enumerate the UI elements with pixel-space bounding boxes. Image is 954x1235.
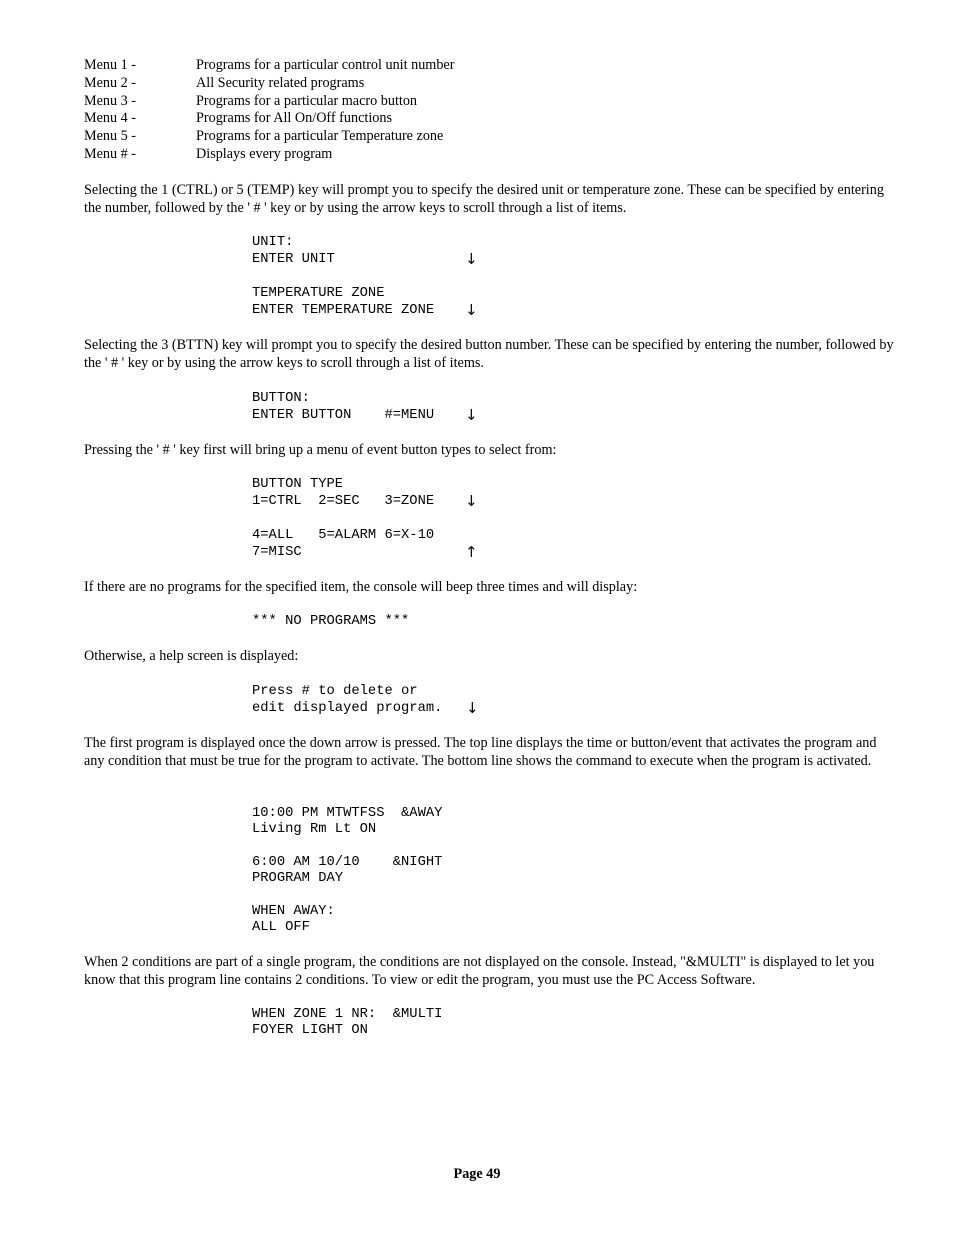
- console-screen-line: [252, 544, 492, 561]
- console-text: WHEN AWAY:: [252, 904, 335, 919]
- console-text: edit displayed program.: [252, 701, 443, 716]
- console-text: 4=ALL 5=ALARM 6=X-10: [252, 528, 435, 543]
- console-screen-line: [252, 407, 492, 424]
- console-screen-line: [252, 700, 492, 717]
- console-text: FOYER LIGHT ON: [252, 1023, 368, 1038]
- menu-key: Menu 2 -: [84, 75, 137, 91]
- body-paragraph: Selecting the 3 (BTTN) key will prompt you to specify the desired button number. These can be specified by entering the number, followed by the ' # ' key or by using the arrow keys to scroll through a list of items.: [84, 337, 894, 371]
- console-text: PROGRAM DAY: [252, 871, 344, 886]
- console-text: BUTTON TYPE: [252, 477, 344, 492]
- console-text: Press # to delete or: [252, 684, 418, 699]
- console-text: 1=CTRL 2=SEC 3=ZONE: [252, 494, 435, 509]
- console-text: ALL OFF: [252, 920, 310, 935]
- down-arrow-icon: ↓: [466, 699, 479, 717]
- console-screen-line: [252, 251, 492, 268]
- console-text: ENTER TEMPERATURE ZONE: [252, 303, 435, 318]
- down-arrow-icon: ↓: [465, 250, 478, 268]
- console-text: BUTTON:: [252, 391, 310, 406]
- body-paragraph: The first program is displayed once the down arrow is pressed. The top line displays the time or button/event that activates the program and any condition that must be true for the program to activate. The bottom line shows the command to execute when the program is activated.: [84, 735, 877, 769]
- down-arrow-icon: ↓: [465, 492, 478, 510]
- console-screen-line: [252, 1022, 492, 1039]
- console-screen-line: [252, 919, 492, 936]
- down-arrow-icon: ↓: [465, 301, 478, 319]
- console-screen-line: [252, 613, 492, 630]
- menu-description: Programs for a particular macro button: [196, 93, 418, 109]
- menu-description: Programs for a particular control unit number: [196, 57, 455, 73]
- console-screen-line: [252, 821, 492, 838]
- menu-description: Programs for a particular Temperature zone: [196, 128, 444, 144]
- console-text: Living Rm Lt ON: [252, 822, 377, 837]
- body-paragraph: Selecting the 1 (CTRL) or 5 (TEMP) key will prompt you to specify the desired unit or temperature zone. These can be specified by entering the number, followed by the ' # ' key or by using the arrow keys to scroll through a list of items.: [84, 182, 884, 216]
- console-screen-line: [252, 285, 492, 302]
- console-screen-line: [252, 903, 492, 920]
- console-screen-line: [252, 234, 492, 251]
- menu-description: Programs for All On/Off functions: [196, 110, 392, 126]
- body-paragraph: Pressing the ' # ' key first will bring up a menu of event button types to select from:: [84, 442, 557, 458]
- menu-key: Menu 5 -: [84, 128, 137, 144]
- console-screen-line: [252, 390, 492, 407]
- console-text: UNIT:: [252, 235, 294, 250]
- console-screen-line: [252, 302, 492, 319]
- console-screen-line: [252, 493, 492, 510]
- menu-key: Menu # -: [84, 146, 137, 162]
- body-paragraph: If there are no programs for the specified item, the console will beep three times and will display:: [84, 579, 638, 595]
- menu-description: Displays every program: [196, 146, 333, 162]
- menu-key: Menu 1 -: [84, 57, 137, 73]
- console-text: 7=MISC: [252, 545, 302, 560]
- console-text: *** NO PROGRAMS ***: [252, 614, 410, 629]
- console-text: WHEN ZONE 1 NR: &MULTI: [252, 1007, 443, 1022]
- console-text: TEMPERATURE ZONE: [252, 286, 385, 301]
- down-arrow-icon: ↓: [465, 406, 478, 424]
- console-screen-line: [252, 870, 492, 887]
- up-arrow-icon: ↑: [465, 543, 478, 561]
- console-text: ENTER UNIT: [252, 252, 335, 267]
- body-paragraph: Otherwise, a help screen is displayed:: [84, 648, 299, 664]
- console-screen-line: [252, 527, 492, 544]
- console-screen-line: [252, 805, 492, 822]
- page-number: Page 49: [453, 1166, 501, 1182]
- console-text: ENTER BUTTON #=MENU: [252, 408, 435, 423]
- menu-key: Menu 3 -: [84, 93, 137, 109]
- console-screen-line: [252, 476, 492, 493]
- console-text: 6:00 AM 10/10 &NIGHT: [252, 855, 443, 870]
- console-text: 10:00 PM MTWTFSS &AWAY: [252, 806, 443, 821]
- console-screen-line: [252, 1006, 492, 1023]
- body-paragraph: When 2 conditions are part of a single program, the conditions are not displayed on the console. Instead, "&MULTI" is displayed to let you know that this program line contains 2 conditions. To view or edit the program, you must use the PC Access Software.: [84, 954, 875, 988]
- console-screen-line: [252, 683, 492, 700]
- menu-description: All Security related programs: [196, 75, 365, 91]
- menu-key: Menu 4 -: [84, 110, 137, 126]
- console-screen-line: [252, 854, 492, 871]
